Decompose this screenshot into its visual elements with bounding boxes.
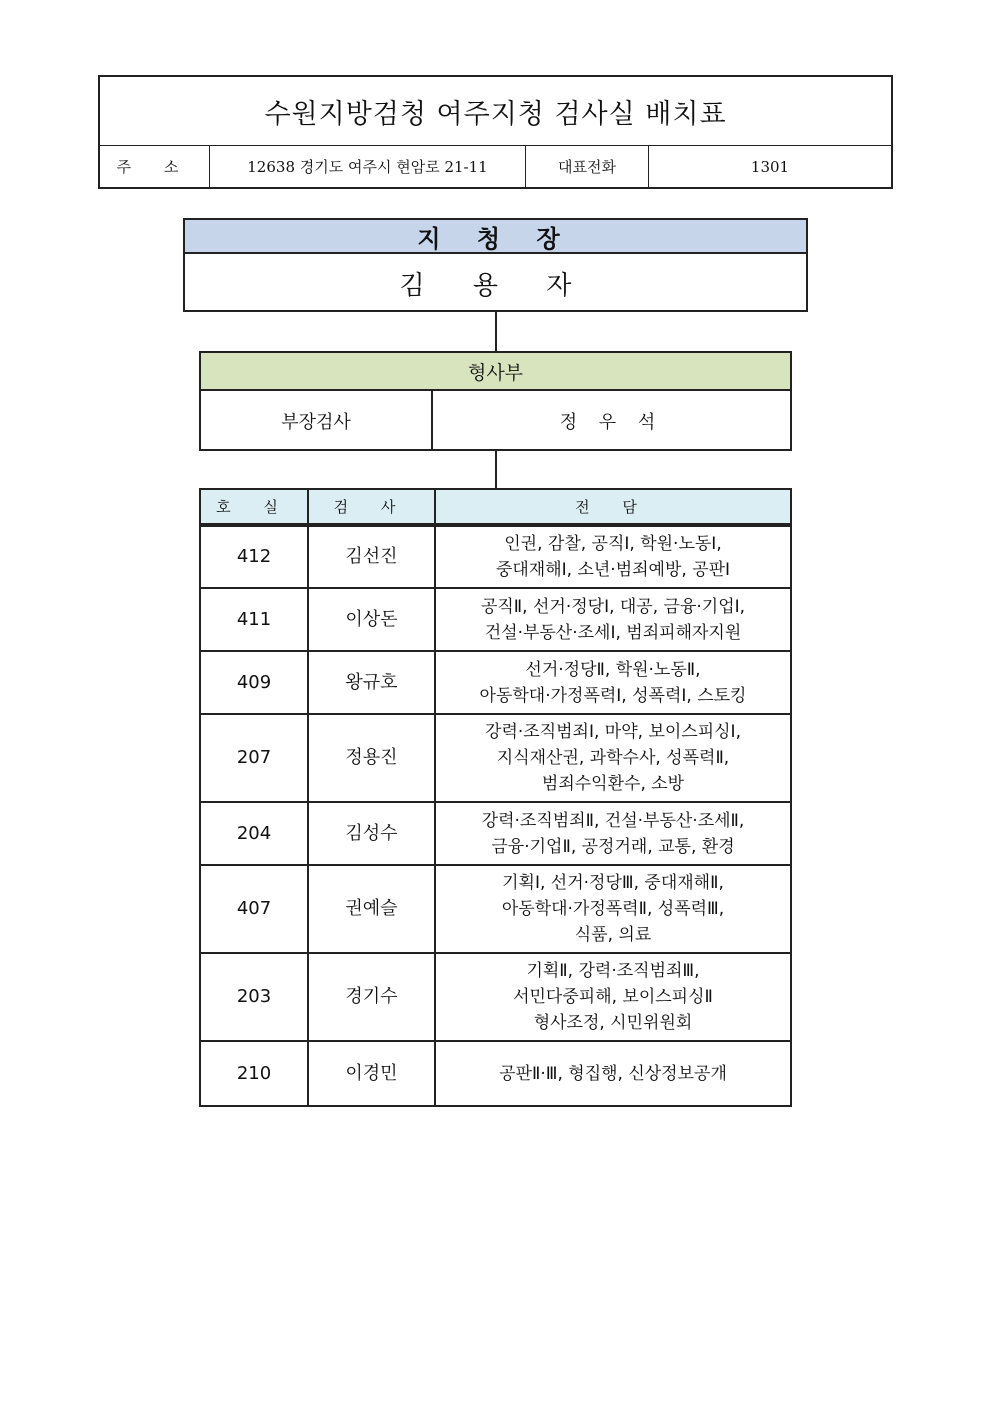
room-number: 210: [200, 1041, 308, 1106]
duties-cell: [435, 865, 791, 953]
document-title: 수원지방검청 여주지청 검사실 배치표: [100, 77, 891, 146]
phone-label: 대표전화: [526, 146, 649, 187]
table-row: [200, 1041, 791, 1106]
duty-line: 건설·부동산·조세Ⅰ, 범죄피해자지원: [484, 622, 742, 643]
department-head-name: 정 우 석: [559, 412, 664, 433]
duty-line: 형사조정, 시민위원회: [533, 1013, 693, 1033]
duty-line: 아동학대·가정폭력Ⅰ, 성폭력Ⅰ, 스토킹: [479, 685, 747, 706]
duties-cell: [435, 588, 791, 651]
chief-name: 김 용 자: [399, 270, 592, 301]
room-number: 203: [200, 953, 308, 1041]
duty-line: 식품, 의료: [574, 925, 652, 945]
connector-line: [495, 312, 497, 351]
duty-line: 아동학대·가정폭력Ⅱ, 성폭력Ⅲ,: [501, 899, 725, 919]
duty-line: 중대재해Ⅰ, 소년·범죄예방, 공판Ⅰ: [495, 560, 731, 580]
prosecutor-name: 이상돈: [308, 588, 435, 651]
duty-line: 공직Ⅱ, 선거·정당Ⅰ, 대공, 금융·기업Ⅰ,: [480, 596, 746, 617]
prosecutor-name: 김성수: [308, 802, 435, 865]
room-number: 409: [200, 651, 308, 714]
table-row: [200, 651, 791, 714]
duty-line: 지식재산권, 과학수사, 성폭력Ⅱ,: [496, 748, 730, 768]
duty-line: 서민다중피해, 보이스피싱Ⅱ: [513, 987, 713, 1007]
duties-cell: [435, 1041, 791, 1106]
duty-line: 기획Ⅱ, 강력·조직범죄Ⅲ,: [526, 961, 700, 981]
address-label: 주 소: [100, 146, 210, 187]
room-number: 407: [200, 865, 308, 953]
duty-line: 강력·조직범죄Ⅰ, 마약, 보이스피싱Ⅰ,: [485, 722, 741, 742]
room-number: 411: [200, 588, 308, 651]
duties-cell: [435, 714, 791, 802]
duties-cell: [435, 525, 791, 588]
chief-box: [183, 218, 808, 312]
room-number: 204: [200, 802, 308, 865]
table-row: [200, 714, 791, 802]
chief-title: 지 청 장: [185, 220, 806, 254]
prosecutor-name: 이경민: [308, 1041, 435, 1106]
header-room: 호 실: [200, 489, 308, 525]
duty-line: 강력·조직범죄Ⅱ, 건설·부동산·조세Ⅱ,: [481, 810, 745, 831]
phone-value: 1301: [750, 157, 790, 176]
prosecutor-name: 경기수: [308, 953, 435, 1041]
duty-line: 선거·정당Ⅱ, 학원·노동Ⅱ,: [525, 659, 701, 680]
table-row: [200, 865, 791, 953]
table-row: [200, 588, 791, 651]
address-value: 12638 경기도 여주시 현암로 21-11: [210, 146, 526, 187]
table-row: [200, 953, 791, 1041]
header-duties: 전 담: [435, 489, 791, 525]
department-head-row: [201, 391, 790, 451]
duties-cell: [435, 651, 791, 714]
duties-cell: [435, 802, 791, 865]
prosecutor-name: 권예슬: [308, 865, 435, 953]
prosecutor-name: 김선진: [308, 525, 435, 588]
table-row: [200, 802, 791, 865]
room-number: 412: [200, 525, 308, 588]
department-box: [199, 351, 792, 451]
duties-cell: [435, 953, 791, 1041]
connector-line: [495, 451, 497, 488]
duty-line: 범죄수익환수, 소방: [541, 774, 685, 794]
duty-line: 금융·기업Ⅱ, 공정거래, 교통, 환경: [491, 836, 735, 857]
table-row: [200, 525, 791, 588]
duty-line: 기획Ⅰ, 선거·정당Ⅲ, 중대재해Ⅱ,: [502, 873, 724, 893]
department-role: 부장검사: [201, 391, 433, 451]
header-info-row: [100, 146, 891, 187]
assignment-table: [199, 488, 792, 1107]
duty-line: 인권, 감찰, 공직Ⅰ, 학원·노동Ⅰ,: [504, 534, 722, 554]
header-prosecutor: 검 사: [308, 489, 435, 525]
duty-line: 공판Ⅱ·Ⅲ, 형집행, 신상정보공개: [499, 1063, 727, 1084]
department-name: 형사부: [201, 353, 790, 391]
header-table: [98, 75, 893, 189]
table-header-row: [200, 489, 791, 525]
prosecutor-name: 정용진: [308, 714, 435, 802]
prosecutor-name: 왕규호: [308, 651, 435, 714]
room-number: 207: [200, 714, 308, 802]
